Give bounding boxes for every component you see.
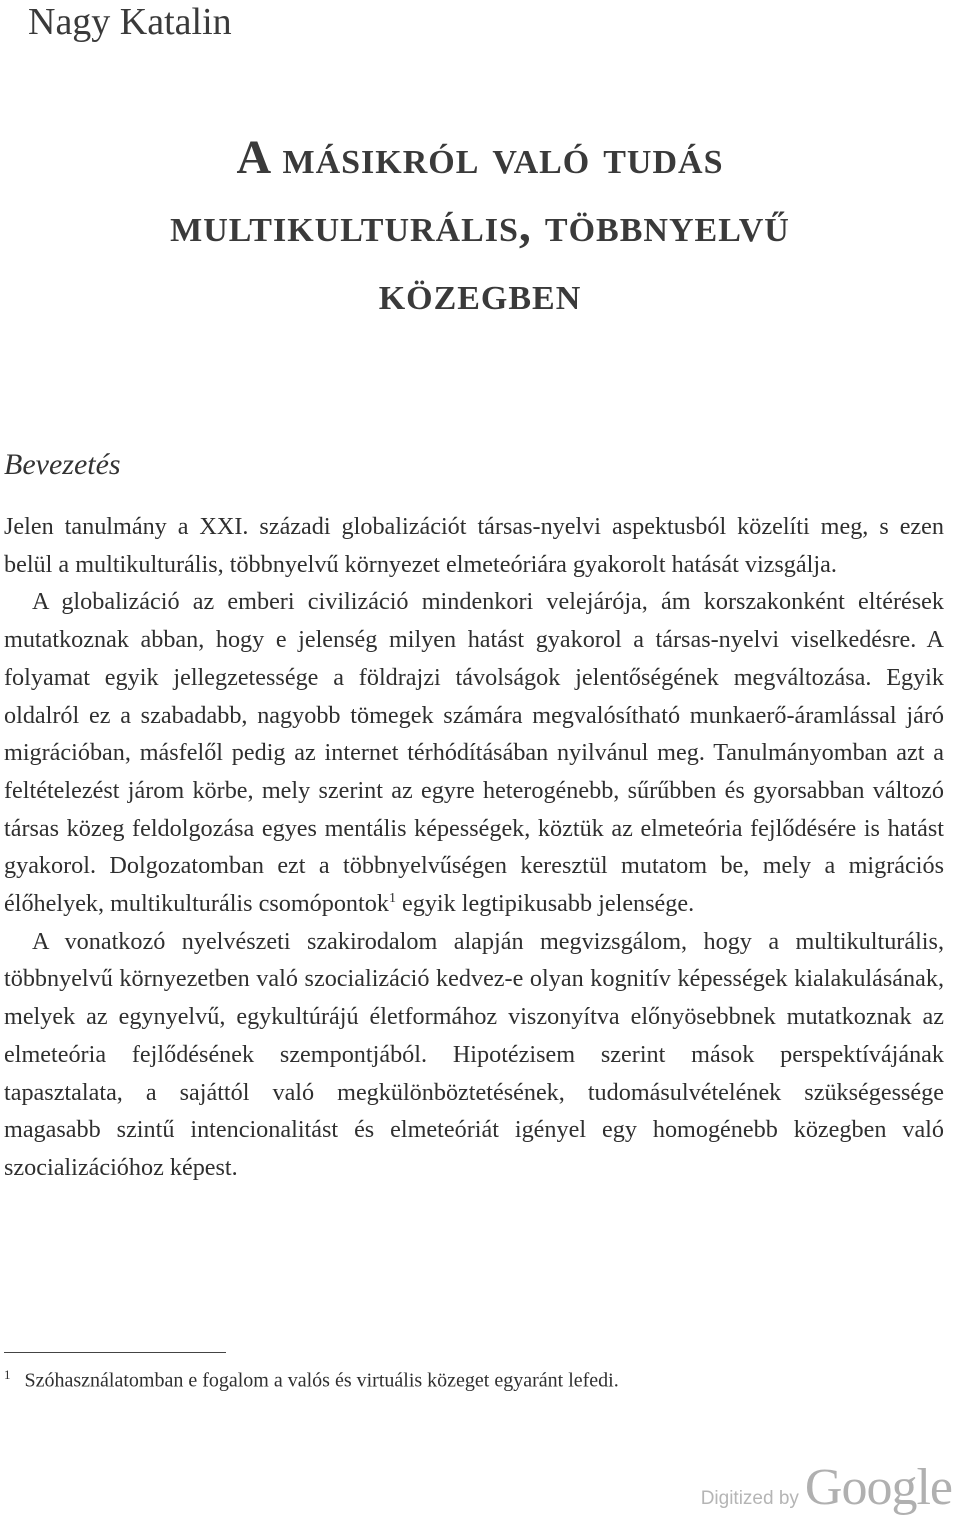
footnote-text: Szóhasználatomban e fogalom a valós és virtuális közeget egyaránt lefedi.	[24, 1369, 619, 1392]
footnote-number: 1	[4, 1367, 11, 1382]
body-text	[4, 508, 944, 1187]
author-name: Nagy Katalin	[28, 1, 232, 43]
article-title	[0, 124, 960, 328]
title-line-2: multikulturális, többnyelvű	[170, 199, 790, 252]
section-heading: Bevezetés	[4, 448, 121, 481]
paragraph-3: A vonatkozó nyelvészeti szakirodalom alapján megvizsgálom, hogy a multikulturális, többnyelvű környezetben való szocializáció kedvez-e olyan kognitív képességek kialakulásának, melyek az egynyelvű, egykultúrájú életformához viszonyítva előnyösebbnek mutatkoznak az elmeteória fejlődésének szempontjából. Hipotézisem szerint mások perspektívájának tapasztalata, a sajáttól való megkülönböztetésének, tudomásulvételének szükségessége magasabb szintű intencionalitást és elmeteóriát igényel egy homogénebb közegben való szocializációhoz képest.	[4, 927, 944, 1181]
footnote-reference[interactable]: 1	[388, 890, 396, 906]
paragraph-2-text: A globalizáció az emberi civilizáció mindenkori velejárója, ám korszakonként eltérések mutatkoznak abban, hogy e jelenség milyen hatást gyakorol a társas-nyelvi viselkedésre. A folyamat egyik jellegzetessége a földrajzi távolságok jelentőségének megváltozása. Egyik oldalról ez a szabadabb, nagyobb tömegek számára megvalósítható munkaerő-áramlással járó migrációban, másfelől pedig az internet térhódításában nyilvánul meg. Tanulmányomban azt a feltételezést járom körbe, mely szerint az egyre heterogénebb, sűrűbben és gyorsabban változó társas közeg feldolgozása egyes mentális képességek, köztük az elmeteória fejlődésére is hatást gyakorol. Dolgozatomban ezt a többnyelvűségen keresztül mutatom be, mely a migrációs élőhelyek, multikulturális csomópontok	[4, 588, 944, 918]
digitized-by-label: Digitized by	[700, 1488, 799, 1509]
title-line-3: közegben	[378, 267, 582, 320]
footnote-divider	[4, 1352, 226, 1353]
footnote	[4, 1360, 944, 1396]
paragraph-1: Jelen tanulmány a XXI. századi globalizációt társas-nyelvi aspektusból közelíti meg, s ezen belül a multikulturális, többnyelvű környezet elmeteóriára gyakorolt hatását vizsgálja.	[4, 513, 944, 578]
paragraph-2	[4, 583, 944, 922]
digitized-by-watermark	[701, 1458, 952, 1517]
title-line-1: A másikról való tudás	[236, 131, 724, 184]
google-logo: Google	[804, 1459, 952, 1516]
paragraph-2-text-end: egyik legtipikusabb jelensége.	[395, 890, 695, 918]
